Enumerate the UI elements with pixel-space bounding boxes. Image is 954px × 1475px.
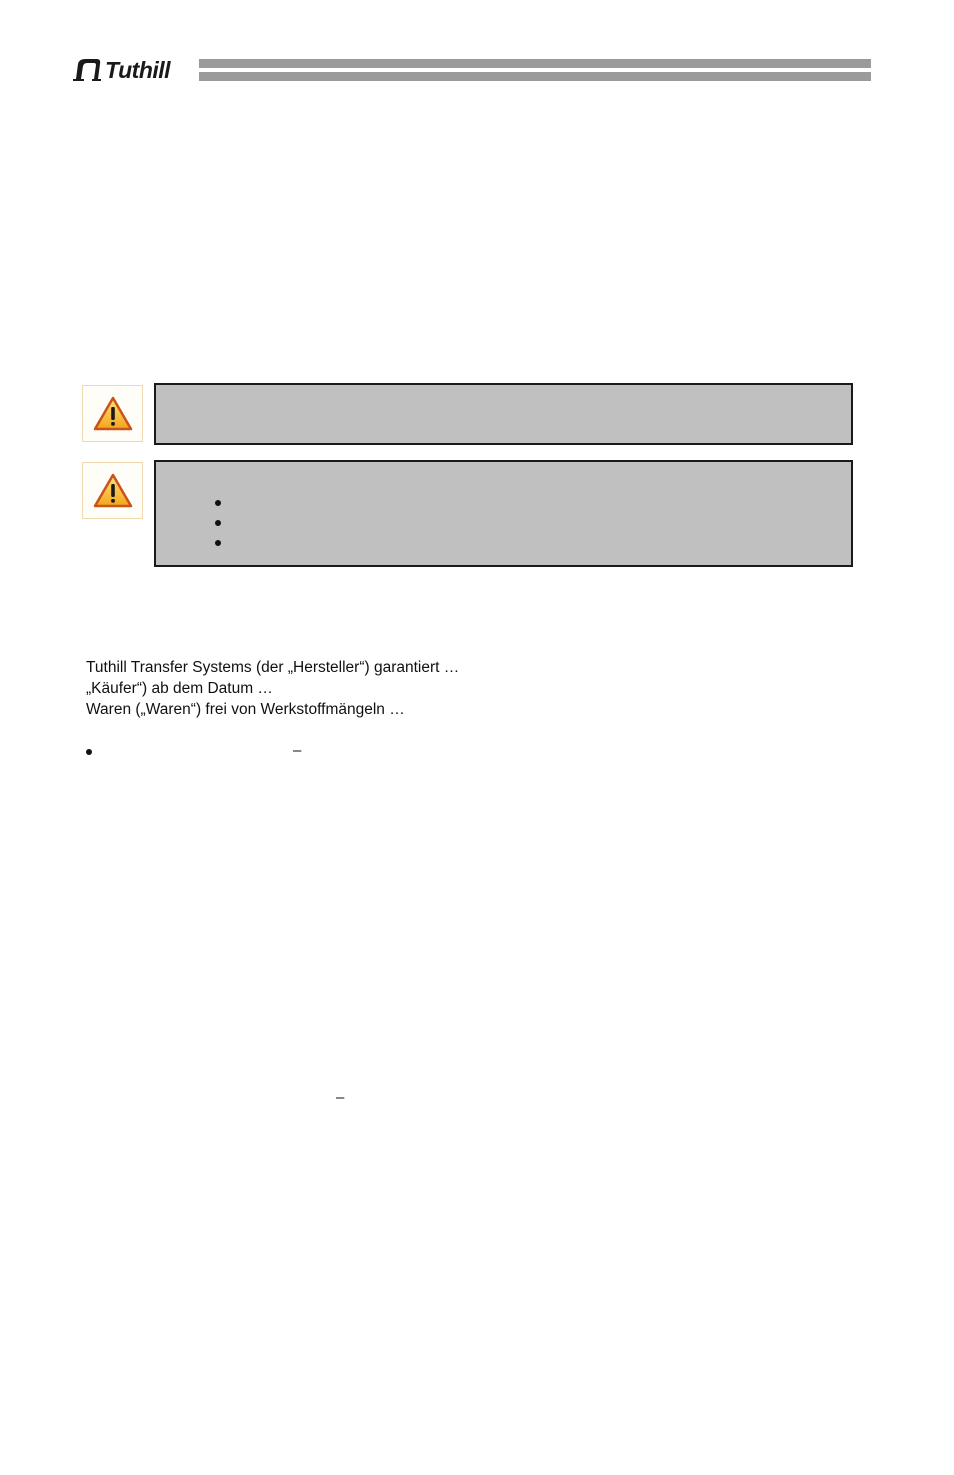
dash-mark: – (336, 1089, 345, 1106)
warranty-line: Waren („Waren“) frei von Werkstoffmängeln … (86, 701, 405, 718)
page-header (70, 52, 872, 88)
list-item (218, 512, 851, 532)
warranty-line: „Käufer“) ab dem Datum … (86, 680, 273, 697)
tuthill-logo-icon (70, 56, 102, 84)
warning-box-1 (154, 383, 853, 445)
dash-mark: – (293, 742, 302, 759)
warning-bullet-list (156, 462, 851, 552)
bullet-dot (86, 749, 92, 755)
warning-triangle-icon (82, 385, 143, 442)
brand-logo (70, 56, 170, 84)
warning-triangle-icon (82, 462, 143, 519)
header-rule-bottom (199, 72, 871, 81)
brand-name: Tuthill (105, 56, 171, 83)
warning-box-2 (154, 460, 853, 567)
warranty-paragraph (86, 657, 866, 720)
header-rule-top (199, 59, 871, 68)
list-item (218, 532, 851, 552)
warning-block-1 (82, 383, 853, 445)
warranty-line: Tuthill Transfer Systems (der „Hersteller“) garantiert … (86, 659, 460, 676)
warning-block-2 (82, 460, 853, 567)
list-item (218, 492, 851, 512)
